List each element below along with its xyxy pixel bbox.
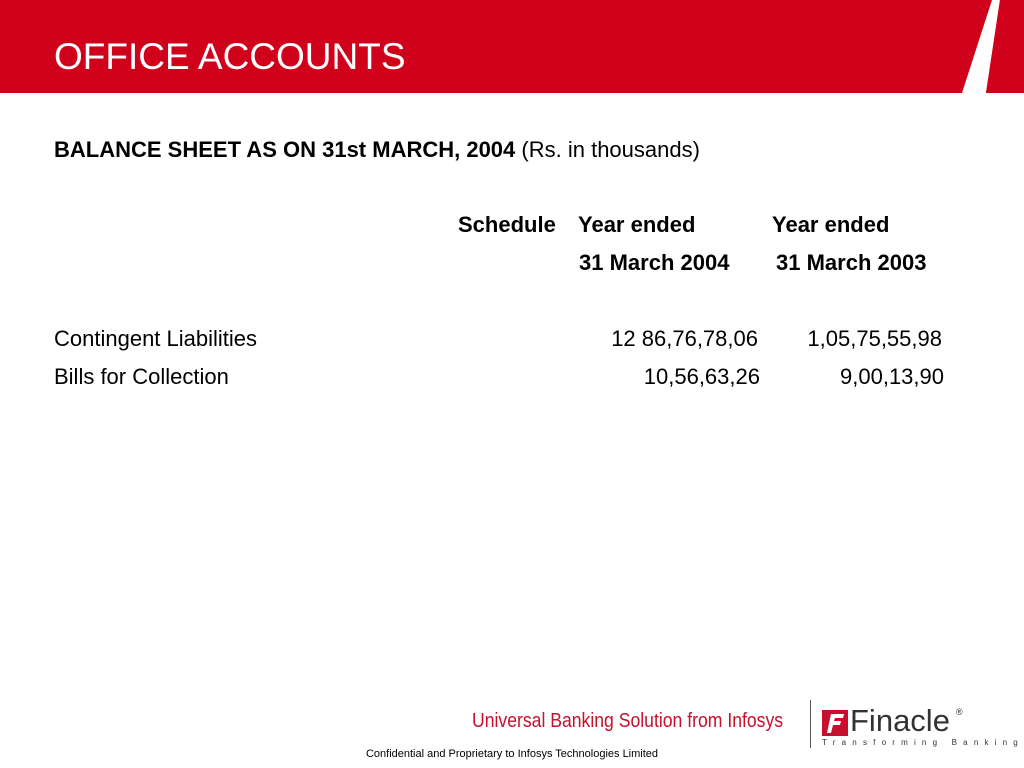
confidentiality-notice: Confidential and Proprietary to Infosys Technologies Limited	[365, 748, 659, 760]
row-label-contingent-liabilities: Contingent Liabilities	[54, 326, 258, 351]
column-header-current-line2: 31 March 2004	[579, 250, 730, 275]
row-value-contingent-previous: 1,05,75,55,98	[807, 326, 942, 351]
column-header-current-line1: Year ended	[578, 212, 696, 237]
footer-tagline: Universal Banking Solution from Infosys	[472, 710, 784, 732]
finacle-f-icon	[822, 710, 848, 736]
registered-mark: ®	[956, 707, 963, 717]
finacle-logo-text: Finacle	[850, 703, 950, 738]
row-value-bills-current: 10,56,63,26	[643, 364, 760, 389]
balance-sheet-title: BALANCE SHEET AS ON 31st MARCH, 2004	[54, 137, 516, 162]
row-label-bills-for-collection: Bills for Collection	[54, 364, 229, 389]
slide-title: OFFICE ACCOUNTS	[54, 36, 406, 77]
column-header-schedule: Schedule	[458, 212, 556, 237]
row-value-bills-previous: 9,00,13,90	[840, 364, 944, 389]
finacle-logo-subtitle: Transforming Banking	[822, 738, 1024, 747]
column-header-previous-line2: 31 March 2003	[776, 250, 927, 275]
row-value-contingent-current: 12 86,76,78,06	[611, 326, 758, 351]
balance-sheet-heading	[54, 137, 700, 163]
column-header-previous-line1: Year ended	[772, 212, 890, 237]
units-note: (Rs. in thousands)	[521, 137, 700, 162]
footer-divider	[810, 700, 811, 748]
